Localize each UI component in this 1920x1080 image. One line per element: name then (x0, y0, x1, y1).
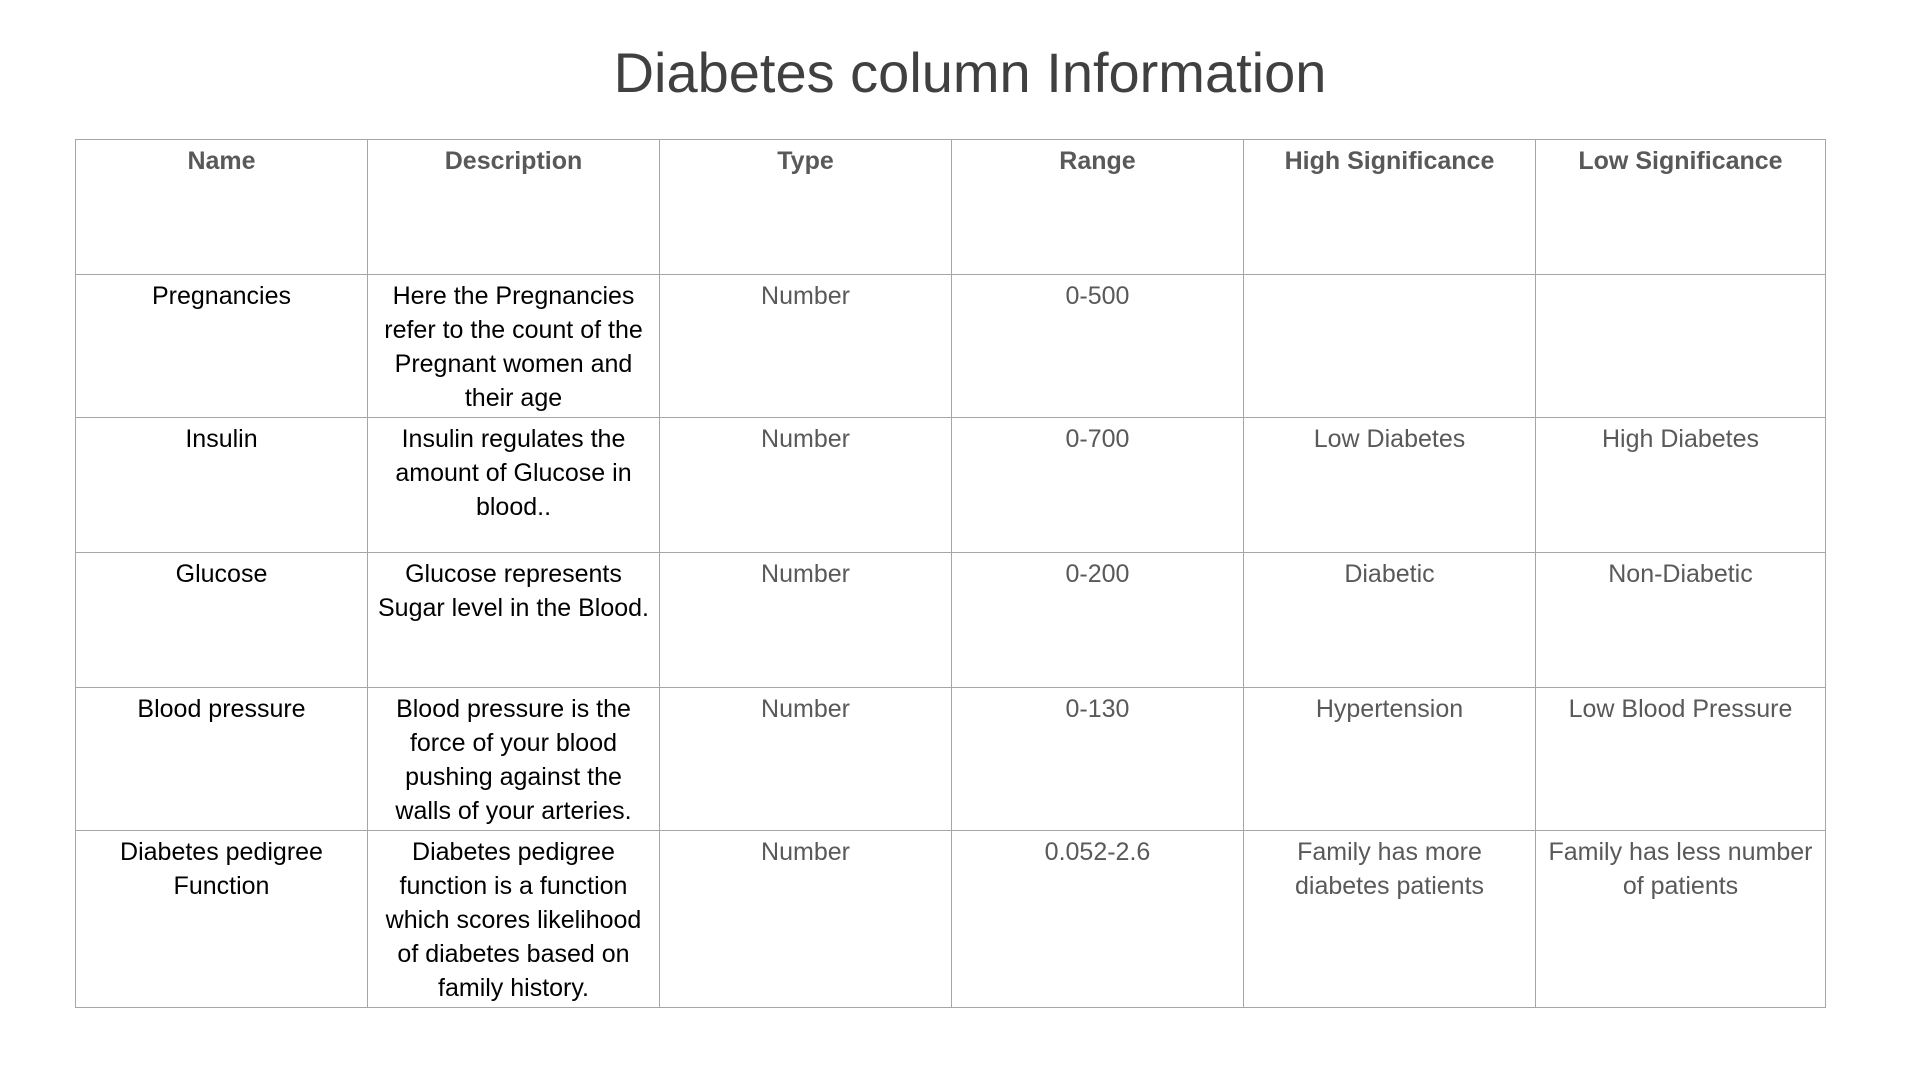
cell-type: Number (660, 688, 952, 831)
cell-high-significance: Hypertension (1244, 688, 1536, 831)
cell-high-significance: Family has more diabetes patients (1244, 831, 1536, 1008)
cell-description: Blood pressure is the force of your blood pushing against the walls of your arteries. (368, 688, 660, 831)
table-row (76, 275, 1826, 418)
cell-description: Glucose represents Sugar level in the Blood. (368, 553, 660, 688)
page-title: Diabetes column Information (613, 41, 1327, 104)
cell-description: Here the Pregnancies refer to the count of the Pregnant women and their age (368, 275, 660, 418)
cell-type: Number (660, 275, 952, 418)
column-info-table (75, 139, 1826, 1008)
cell-low-significance: Non-Diabetic (1536, 553, 1826, 688)
cell-range: 0.052-2.6 (952, 831, 1244, 1008)
cell-range: 0-200 (952, 553, 1244, 688)
cell-name: Diabetes pedigree Function (76, 831, 368, 1008)
column-header-range: Range (952, 140, 1244, 275)
column-header-description: Description (368, 140, 660, 275)
cell-high-significance: Low Diabetes (1244, 418, 1536, 553)
cell-type: Number (660, 831, 952, 1008)
cell-low-significance: Family has less number of patients (1536, 831, 1826, 1008)
cell-low-significance: High Diabetes (1536, 418, 1826, 553)
cell-name: Insulin (76, 418, 368, 553)
cell-name: Blood pressure (76, 688, 368, 831)
cell-type: Number (660, 418, 952, 553)
cell-name: Glucose (76, 553, 368, 688)
table-row (76, 553, 1826, 688)
cell-range: 0-500 (952, 275, 1244, 418)
column-header-name: Name (76, 140, 368, 275)
cell-high-significance (1244, 275, 1536, 418)
table-row (76, 688, 1826, 831)
table-row (76, 418, 1826, 553)
column-header-type: Type (660, 140, 952, 275)
column-header-high-significance: High Significance (1244, 140, 1536, 275)
column-header-low-significance: Low Significance (1536, 140, 1826, 275)
cell-low-significance: Low Blood Pressure (1536, 688, 1826, 831)
cell-type: Number (660, 553, 952, 688)
cell-description: Diabetes pedigree function is a function which scores likelihood of diabetes based on family history. (368, 831, 660, 1008)
cell-low-significance (1536, 275, 1826, 418)
cell-range: 0-700 (952, 418, 1244, 553)
cell-high-significance: Diabetic (1244, 553, 1536, 688)
cell-name: Pregnancies (76, 275, 368, 418)
cell-description: Insulin regulates the amount of Glucose in blood.. (368, 418, 660, 553)
table-row (76, 831, 1826, 1008)
cell-range: 0-130 (952, 688, 1244, 831)
table-header-row (76, 140, 1826, 275)
